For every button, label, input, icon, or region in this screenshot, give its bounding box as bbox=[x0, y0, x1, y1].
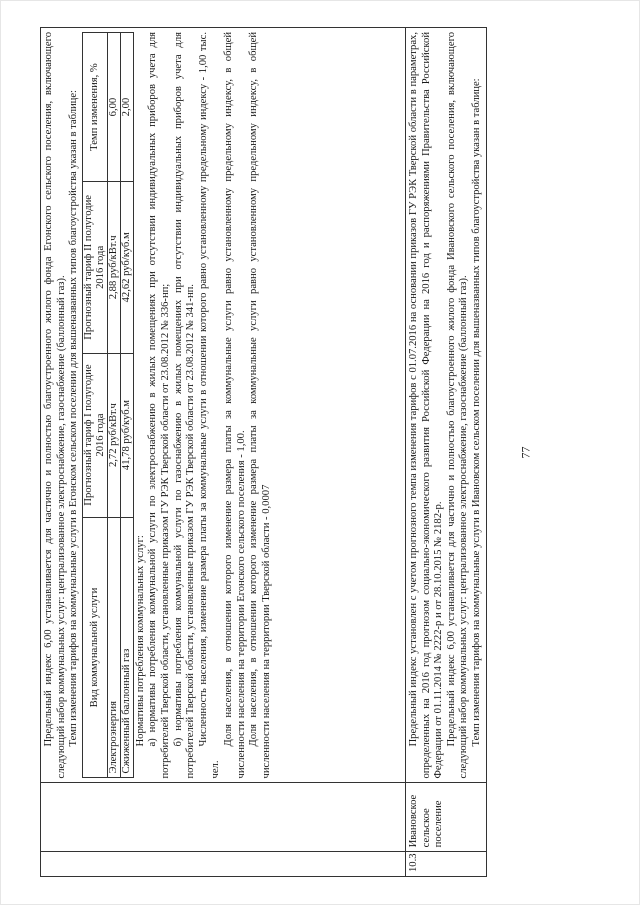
document-table bbox=[40, 27, 487, 877]
tariff-row bbox=[120, 33, 133, 778]
row-number bbox=[41, 852, 406, 877]
paragraph: Численность населения, изменение размера платы за коммунальные услуги в отношении которого равно установленному предельному индексу - 1,00 тыс. чел. bbox=[197, 32, 222, 779]
cell: 42,62 руб/куб.м bbox=[120, 182, 133, 353]
column-header: Прогнозный тариф I полугодие 2016 года bbox=[82, 353, 107, 517]
paragraph: Предельный индекс 6,00 устанавливается для частично и полностью благоустроенного жилого фонда Егонского сельского поселения, включающего следующий набор коммунальных услуг: централизованное электроснабжение, газоснабжение (баллонный газ). bbox=[43, 32, 67, 779]
cell: 2,88 руб/кВт.ч bbox=[107, 182, 120, 353]
page-number: 77 bbox=[518, 446, 533, 459]
settlement-name bbox=[41, 783, 406, 852]
column-header: Темп изменения, % bbox=[82, 33, 107, 182]
cell: 2,72 руб/кВт.ч bbox=[107, 353, 120, 517]
column-header: Вид коммунальной услуги bbox=[82, 517, 107, 778]
cell: 41,78 руб/куб.м bbox=[120, 353, 133, 517]
paragraph: а) нормативы потребления коммунальной услуги по электроснабжению в жилых помещениях при отсутствии индивидуальных приборов учета для потребителей Тверской области, установленные приказом ГУ РЭК Тверской области от 23.08.2012 № 336-нп; bbox=[147, 32, 171, 779]
paragraph: б) нормативы потребления коммунальной услуги по газоснабжению в жилых помещениях при отсутствии индивидуальных приборов учета для потребителей Тверской области, установленные приказом ГУ РЭК Тверской области от 23.08.2012 № 341-нп. bbox=[172, 32, 197, 779]
paragraph: Доля населения, в отношении которого изменение размера платы за коммунальные услуги равно установленному предельному индексу, в общей численности населения на территории Егонского сельского поселения - 1,00. bbox=[222, 32, 247, 779]
row-content bbox=[406, 28, 487, 783]
tariff-header-row bbox=[82, 33, 107, 778]
row-number: 10.3 bbox=[406, 852, 487, 877]
column-header: Прогнозный тариф II полугодие 2016 года bbox=[82, 182, 107, 353]
paragraph: Предельный индекс установлен с учетом прогнозного темпа изменения тарифов с 01.07.2016 на основании приказов ГУ РЭК Тверской области в параметрах, определенных на 2016 год прогнозом социально-экономического развития Российской Федерации на 2016 год и распоряжениями Правительства Российской Федерации от 01.11.2014 № 2222-р и от 28.10.2015 № 2182-р. bbox=[408, 32, 445, 779]
tariff-row bbox=[107, 33, 120, 778]
settlement-name: Ивановское сельское поселение bbox=[406, 783, 487, 852]
paragraph: Нормативы потребления коммунальных услуг: bbox=[134, 535, 146, 747]
paragraph: Темп изменения тарифов на коммунальные услуги в Ивановском сельском поселении для вышеназванных типов благоустройства указан в таблице: bbox=[470, 78, 482, 747]
paragraph: Темп изменения тарифов на коммунальные услуги в Егонском сельском поселении для вышеназванных типов благоустройства указан в таблице: bbox=[68, 90, 80, 747]
cell: Электроэнергия bbox=[107, 517, 120, 778]
table-row bbox=[406, 28, 487, 877]
paragraph: Предельный индекс 6,00 устанавливается для частично и полностью благоустроенного жилого фонда Ивановского сельского поселения, включающего следующий набор коммунальных услуг: централизованное электроснабжение, газоснабжение (баллонный газ). bbox=[445, 32, 470, 779]
cell: Сжиженный баллонный газ bbox=[120, 517, 133, 778]
paragraph: Доля населения, в отношении которого изменение размера платы за коммунальные услуги равно установленному предельному индексу, в общей численности населения на территории Тверской области - 0,0007 bbox=[248, 32, 272, 779]
table-row bbox=[41, 28, 406, 877]
tariff-table bbox=[82, 32, 134, 778]
cell: 2,00 bbox=[120, 33, 133, 182]
row-content bbox=[41, 28, 406, 783]
cell: 6,00 bbox=[107, 33, 120, 182]
